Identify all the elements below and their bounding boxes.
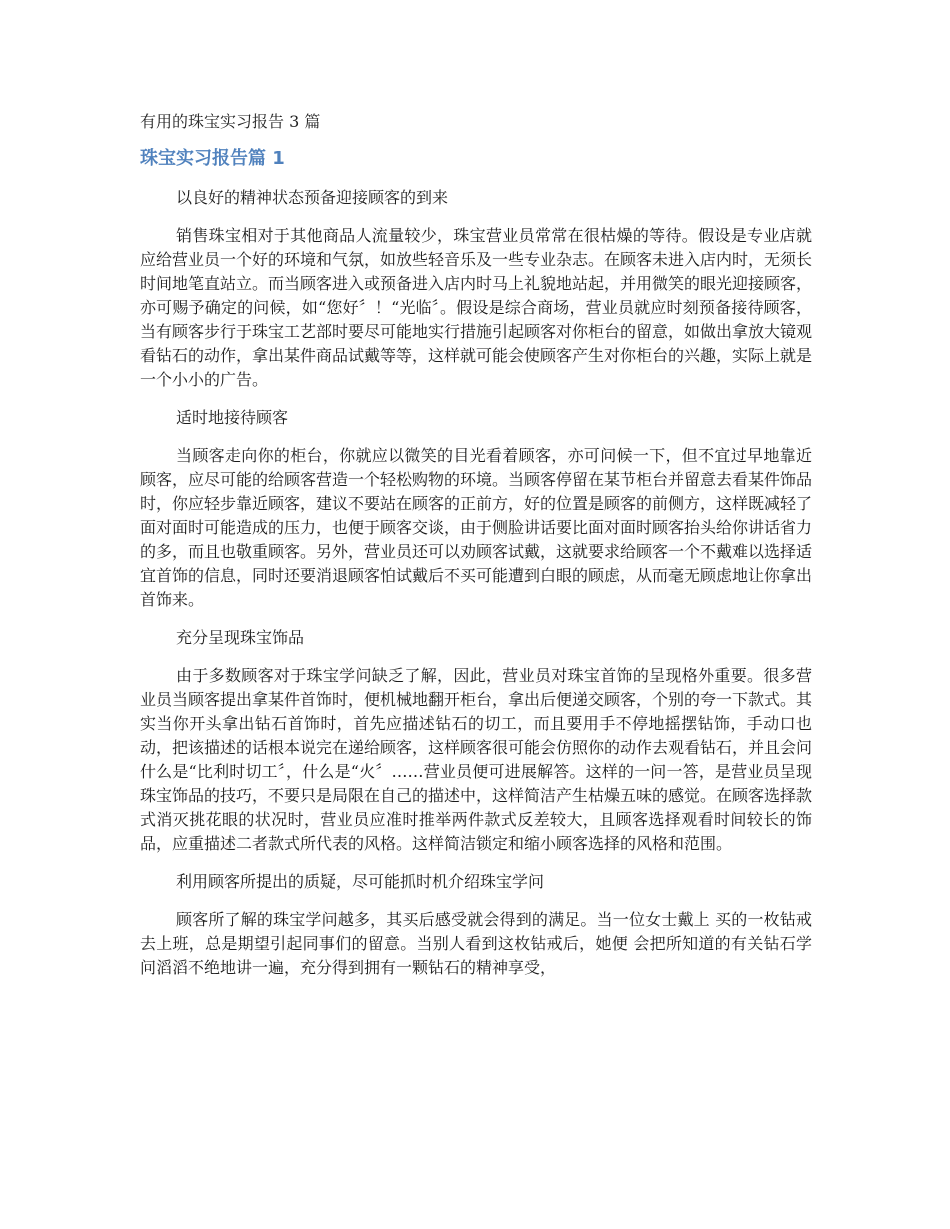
paragraph-knowledge: 顾客所了解的珠宝学问越多，其买后感受就会得到的满足。当一位女士戴上 买的一枚钻戒去上班，总是期望引起同事们的留意。当别人看到这枚钻戒后，她便 会把所知道的有关钻石学问滔滔不绝地讲一遍，充分得到拥有一颗钻石的精神享受， (140, 910, 812, 977)
paragraph-greeting: 销售珠宝相对于其他商品人流量较少，珠宝营业员常常在很枯燥的等待。假设是专业店就应给营业员一个好的环境和气氛，如放些轻音乐及一些专业杂志。在顾客未进入店内时，无须长时间地笔直站立。而当顾客进入或预备进入店内时马上礼貌地站起，并用微笑的眼光迎接顾客，亦可赐予确定的问候，如“您好〞！“光临〞。假设是综合商场，营业员就应时刻预备接待顾客，当有顾客步行于珠宝工艺部时要尽可能地实行措施引起顾客对你柜台的留意，如做出拿放大镜观看钻石的动作，拿出某件商品试戴等等，这样就可能会使顾客产生对你柜台的兴趣，实际上就是一个小小的广告。 (140, 226, 813, 389)
paragraph-reception: 当顾客走向你的柜台，你就应以微笑的目光看着顾客，亦可问候一下，但不宜过早地靠近顾客，应尽可能的给顾客营造一个轻松购物的环境。当顾客停留在某节柜台并留意去看某件饰品时，你应轻步靠近顾客，建议不要站在顾客的正前方，好的位置是顾客的前侧方，这样既减轻了面对面时可能造成的压力，也便于顾客交谈，由于侧脸讲话要比面对面时顾客抬头给你讲话省力的多，而且也敬重顾客。另外，营业员还可以劝顾客试戴，这就要求给顾客一个不戴难以选择适宜首饰的信息，同时还要消退顾客怕试戴后不买可能遭到白眼的顾虑，从而毫无顾虑地让你拿出首饰来。 (140, 446, 813, 609)
paragraph-display: 由于多数顾客对于珠宝学问缺乏了解，因此，营业员对珠宝首饰的呈现格外重要。很多营业员当顾客提出拿某件首饰时，便机械地翻开柜台，拿出后便递交顾客，个别的夸一下款式。其实当你开头拿出钻石首饰时，首先应描述钻石的切工，而且要用手不停地摇摆钻饰，手动口也动，把该描述的话根本说完在递给顾客，这样顾客很可能会仿照你的动作去观看钻石，并且会问什么是“比利时切工〞，什么是“火〞……营业员便可进展解答。这样的一问一答，是营业员呈现珠宝饰品的技巧，不要只是局限在自己的描述中，这样简洁产生枯燥五味的感觉。在顾客选择款式消灭挑花眼的状况时，营业员应准时推举两件款式反差较大，且顾客选择观看时间较长的饰品，应重描述二者款式所代表的风格。这样简洁锁定和缩小顾客选择的风格和范围。 (140, 666, 813, 853)
subheading-greeting: 以良好的精神状态预备迎接顾客的到来 (176, 188, 449, 207)
subheading-display: 充分呈现珠宝饰品 (176, 628, 305, 647)
subheading-knowledge: 利用顾客所提出的质疑，尽可能抓时机介绍珠宝学问 (176, 872, 545, 891)
section-heading: 珠宝实习报告篇 1 (140, 148, 285, 169)
document-page (140, 110, 812, 994)
document-title: 有用的珠宝实习报告 3 篇 (140, 112, 321, 131)
subheading-reception: 适时地接待顾客 (176, 408, 289, 427)
